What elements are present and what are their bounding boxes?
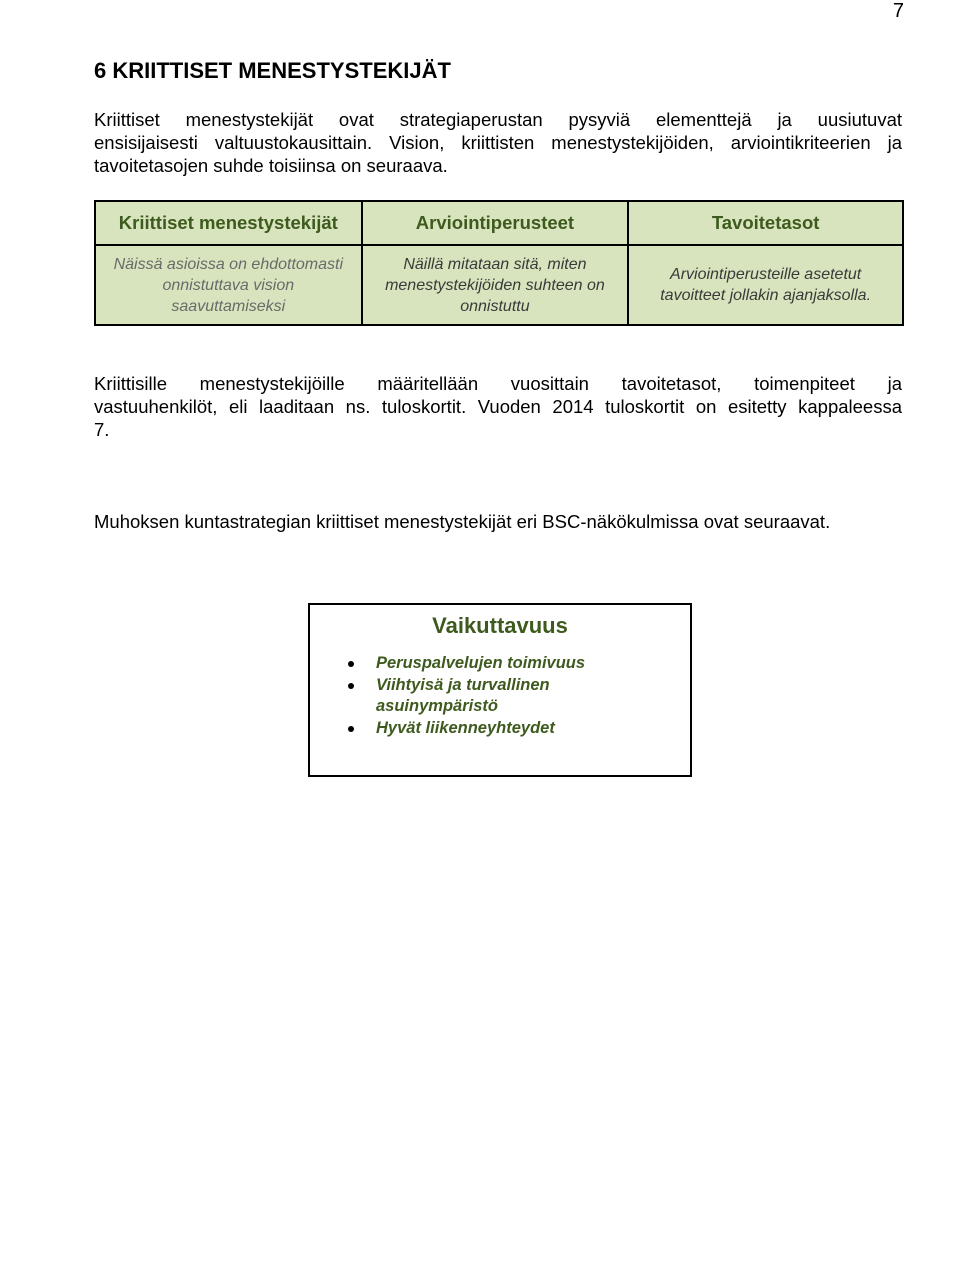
cell-evaluation-criteria-desc: Näillä mitataan sitä, miten menestystekijöiden suhteen on onnistuttu [362,245,629,325]
section-heading: 6 KRIITTISET MENESTYSTEKIJÄT [94,58,451,83]
list-item [346,718,646,739]
intro-line: tavoitetasojen suhde toisiinsa on seuraava. [94,155,448,176]
bullet-icon [348,683,354,689]
scorecard-paragraph [94,372,902,441]
table-row [95,245,903,325]
cell-target-levels-desc: Arviointiperusteille asetetut tavoitteet jollakin ajanjaksolla. [628,245,903,325]
list-item [346,653,646,674]
list-item [346,675,646,717]
cell-critical-factors-desc: Näissä asioissa on ehdottomasti onnistuttava vision saavuttamiseksi [95,245,362,325]
box-title: Vaikuttavuus [432,613,568,638]
intro-paragraph [94,108,902,177]
table-header-row [95,201,903,245]
header-evaluation-criteria: Arviointiperusteet [362,201,629,245]
list-item-label: Hyvät liikenneyhteydet [376,719,555,737]
success-factors-table [94,200,904,326]
factor-list [346,653,646,740]
header-critical-factors: Kriittiset menestystekijät [95,201,362,245]
scorecard-line: vastuuhenkilöt, eli laaditaan ns. tuloskortit. Vuoden 2014 tuloskortit on esitetty kappaleessa [94,396,902,417]
page-number: 7 [892,0,904,22]
intro-line: ensisijaisesti valtuustokausittain. Vision, kriittisten menestystekijöiden, arviointikriteerien ja [94,132,902,153]
effectiveness-box [308,603,692,777]
bullet-icon [348,726,354,732]
header-target-levels: Tavoitetasot [628,201,903,245]
list-item-label: Viihtyisä ja turvallinen asuinympäristö [376,676,550,715]
scorecard-line: Kriittisille menestystekijöille määritellään vuosittain tavoitetasot, toimenpiteet ja [94,373,902,394]
bsc-intro-paragraph: Muhoksen kuntastrategian kriittiset menestystekijät eri BSC-näkökulmissa ovat seuraavat. [94,511,831,532]
intro-line: Kriittiset menestystekijät ovat strategiaperustan pysyviä elementtejä ja uusiutuvat [94,109,902,130]
bullet-icon [348,661,354,667]
scorecard-line: 7. [94,419,110,440]
list-item-label: Peruspalvelujen toimivuus [376,654,586,672]
